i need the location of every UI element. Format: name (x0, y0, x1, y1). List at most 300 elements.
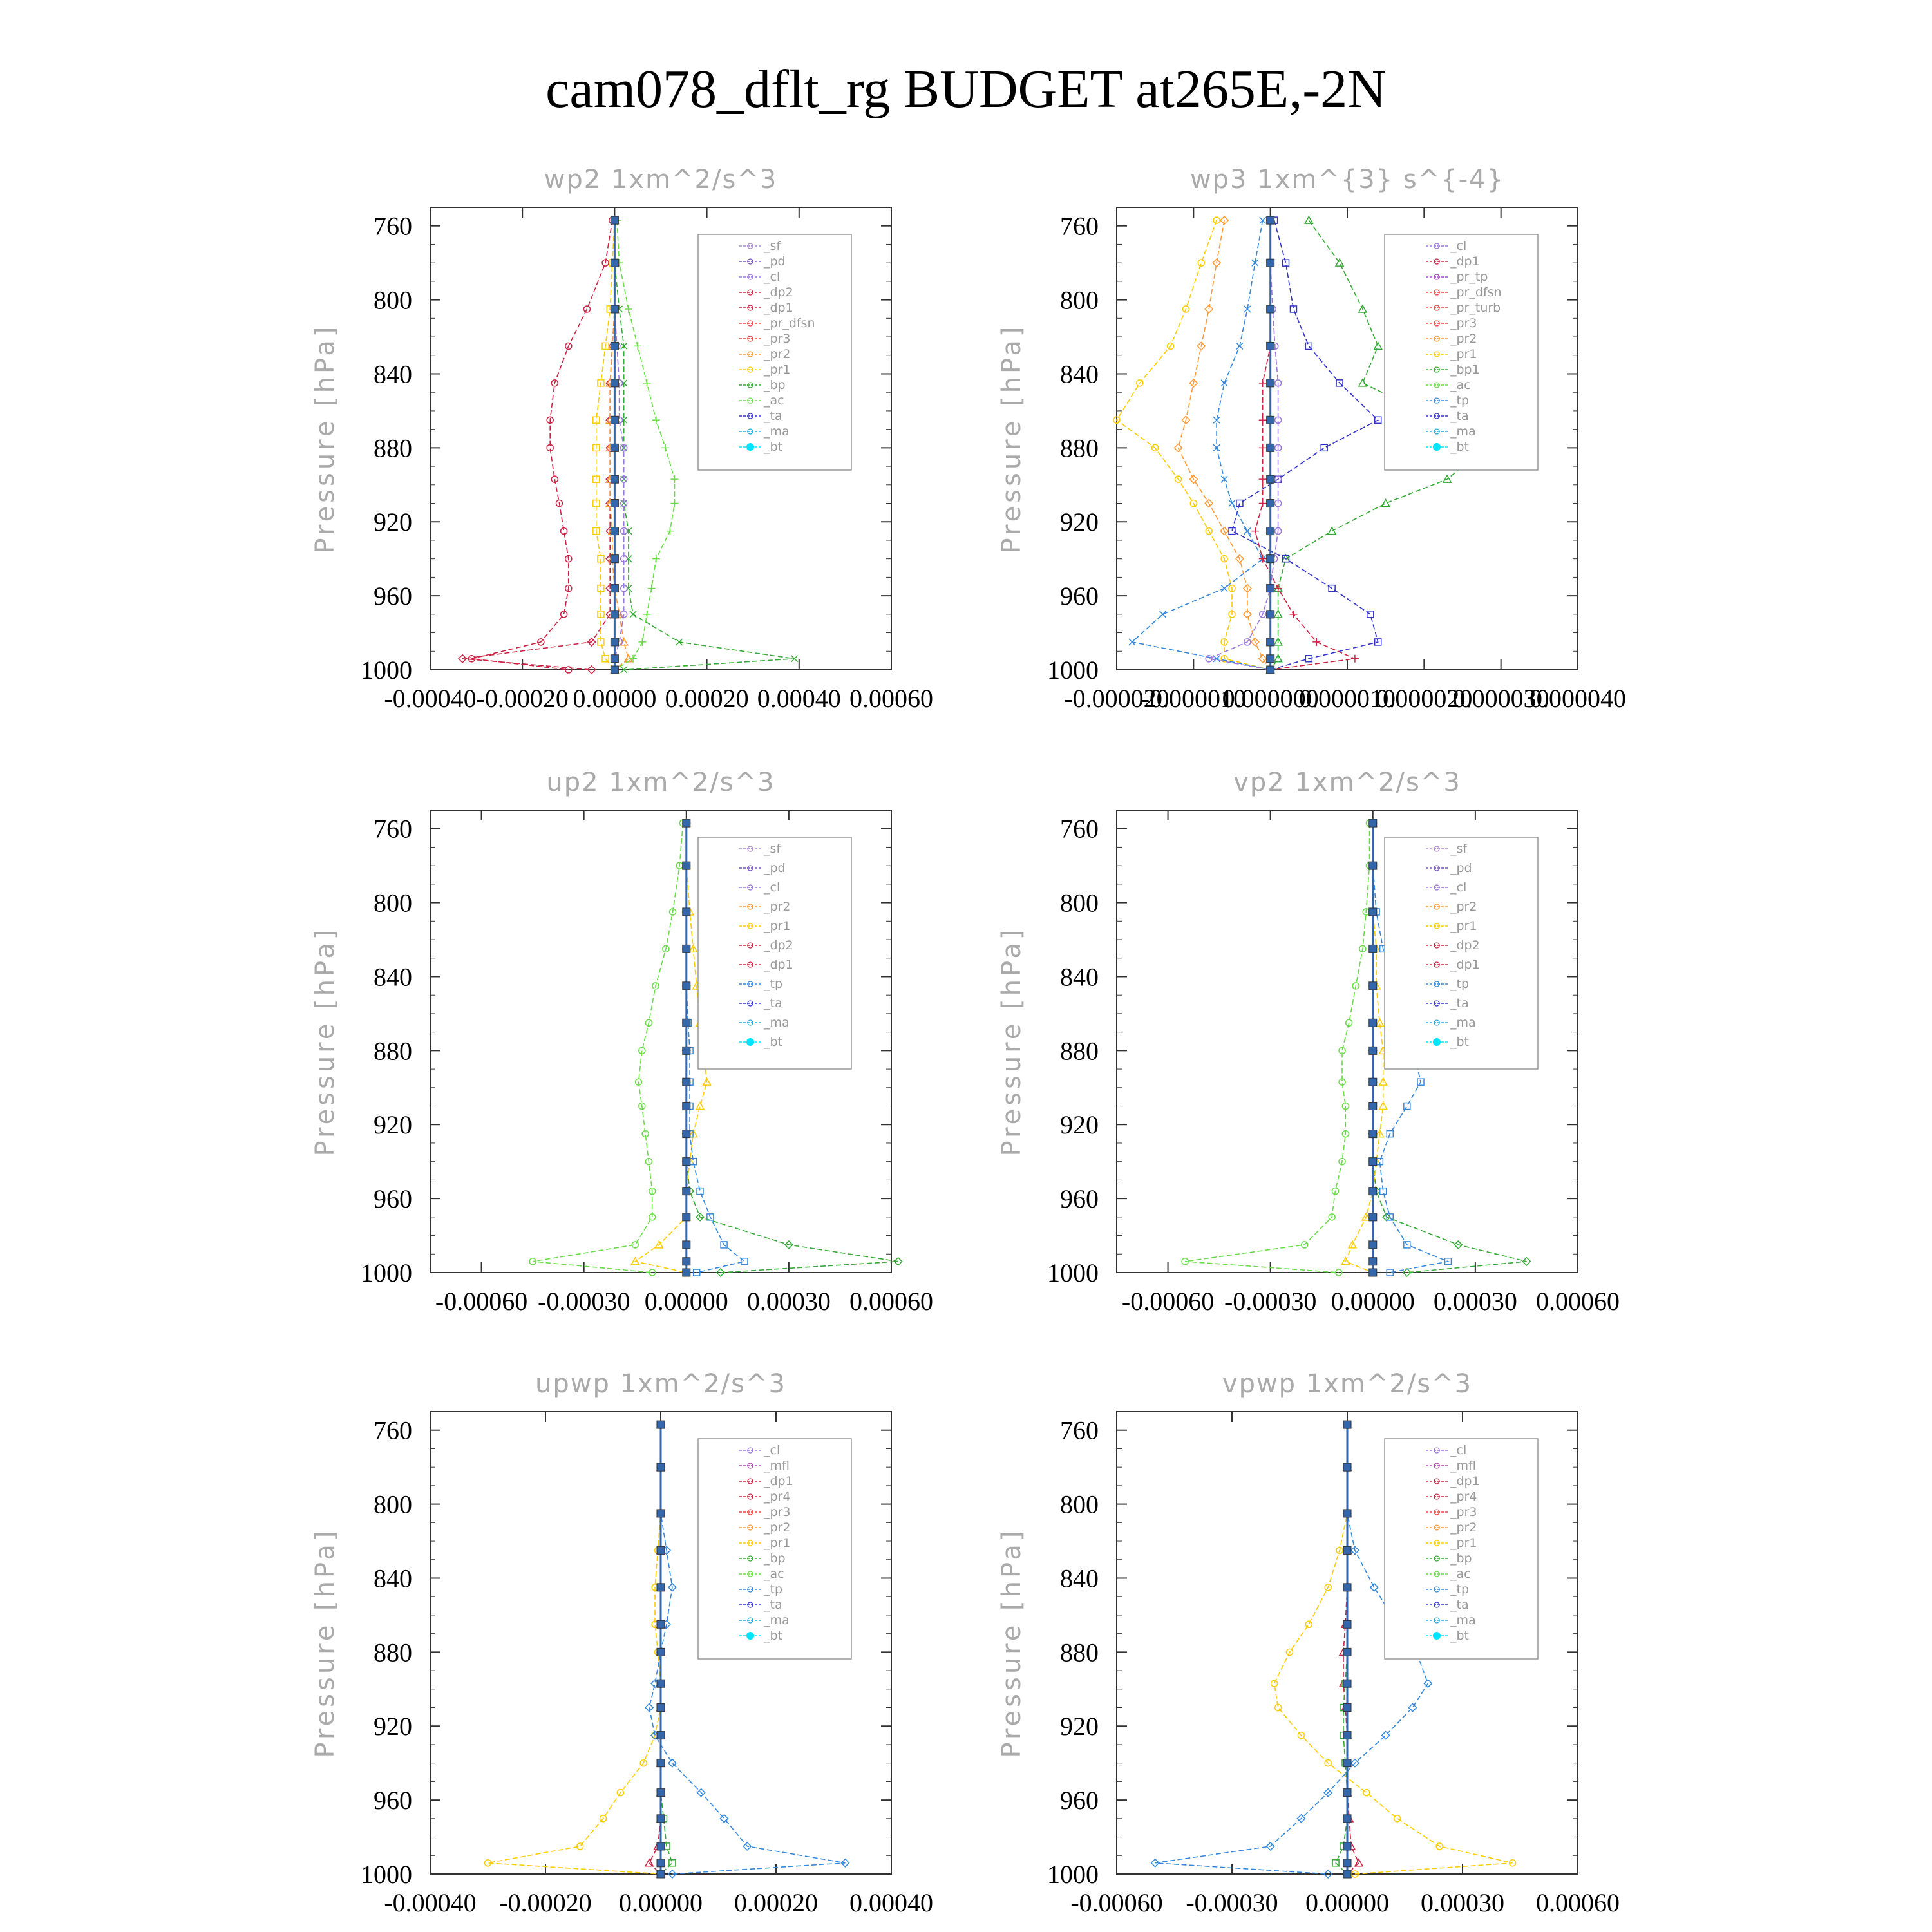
legend-label: _ta (764, 409, 782, 423)
legend-label: _ta (1450, 409, 1469, 423)
legend-label: _bt (764, 1629, 783, 1643)
data-point-pr1 (1213, 217, 1220, 223)
panel-title: wp2 1xm^2/s^3 (544, 165, 778, 194)
data-point-ac (638, 638, 646, 646)
legend-label: _pr3 (764, 1505, 791, 1519)
data-point-pr1 (1363, 1790, 1370, 1796)
legend-label: _tp (764, 977, 783, 991)
legend-label: _tp (1450, 977, 1470, 991)
data-point-ac (652, 416, 660, 424)
y-axis-label: Pressure [hPa] (310, 323, 340, 554)
data-point-bt (1369, 862, 1377, 869)
data-point-bt (657, 1680, 665, 1687)
legend-label: _ta (1450, 996, 1469, 1010)
y-tick-label: 760 (1060, 814, 1099, 844)
data-point-bt (1267, 500, 1274, 507)
data-point-bt (1343, 1620, 1351, 1628)
data-point-tp (1370, 1584, 1378, 1591)
y-tick-label: 960 (374, 1786, 412, 1815)
y-axis-label: Pressure [hPa] (997, 926, 1027, 1157)
legend-marker (746, 1632, 754, 1640)
y-tick-label: 920 (1060, 1712, 1099, 1741)
legend-label: _bp (764, 378, 786, 392)
data-point-bt (611, 655, 618, 663)
x-tick-label: -0.00030 (1186, 1888, 1278, 1917)
figure-title: cam078_dflt_rg BUDGET at265E,-2N (545, 59, 1387, 119)
legend-label: _sf (1450, 842, 1468, 856)
legend-label: _ma (1450, 1613, 1476, 1627)
x-tick-label: 0.00000 (1331, 1287, 1415, 1316)
x-tick-label: -0.00040 (384, 1888, 477, 1917)
data-point-bt (683, 1269, 690, 1276)
legend-label: _bp1 (1450, 363, 1480, 377)
legend-label: _ac (1450, 1567, 1471, 1581)
data-point-bt (1343, 1704, 1351, 1712)
x-tick-label: -0.000020 (1064, 684, 1170, 713)
y-tick-label: 880 (1060, 1638, 1099, 1667)
data-point-tp (1160, 611, 1166, 618)
data-point-tp (1229, 500, 1235, 507)
y-tick-label: 840 (1060, 359, 1099, 389)
data-point-bt (1343, 1510, 1351, 1517)
legend-label: _pr3 (1450, 1505, 1477, 1519)
data-point-bt (1267, 305, 1274, 313)
data-point-bt (683, 1213, 690, 1221)
data-point-ta (1229, 528, 1235, 535)
x-tick-label: 0.000010 (1299, 684, 1396, 713)
data-point-ac (670, 500, 678, 507)
y-tick-label: 800 (374, 888, 412, 918)
y-axis-label: Pressure [hPa] (310, 1528, 340, 1758)
legend-label: _dp1 (1450, 958, 1480, 972)
data-point-bt (611, 638, 618, 646)
data-point-ac (666, 527, 674, 535)
x-tick-label: 0.000020 (1376, 684, 1473, 713)
y-tick-label: 920 (374, 1110, 412, 1140)
y-tick-label: 760 (374, 814, 412, 844)
data-point-ta (1321, 444, 1327, 451)
data-point-bt (1343, 1463, 1351, 1471)
data-point-bt (657, 1546, 665, 1554)
legend-label: _pr4 (1450, 1490, 1477, 1504)
data-point-bt (657, 1421, 665, 1428)
data-point-dp1 (1259, 500, 1267, 507)
y-tick-label: 920 (374, 507, 412, 537)
data-point-bt (1267, 555, 1274, 563)
data-point-bt (1267, 416, 1274, 424)
y-tick-label: 1000 (1047, 1860, 1099, 1889)
data-point-bt (683, 1258, 690, 1265)
legend-label: _bt (1450, 440, 1470, 454)
legend-marker (1433, 1632, 1441, 1640)
data-point-bp1 (1359, 379, 1367, 386)
data-point-dp1 (1259, 416, 1267, 424)
panel-1 (310, 165, 933, 713)
data-point-bt (1267, 216, 1274, 224)
legend-label: _ac (1450, 378, 1471, 392)
data-point-pr2 (1259, 655, 1267, 663)
data-point-bt (611, 305, 618, 313)
data-point-bt (1369, 908, 1377, 916)
data-point-bt (1343, 1421, 1351, 1428)
legend-label: _pr2 (764, 900, 791, 914)
data-point-bt (1343, 1584, 1351, 1591)
legend-label: _ta (764, 1598, 782, 1612)
legend-label: _pr2 (1450, 900, 1477, 914)
data-point-bt (611, 416, 618, 424)
data-point-bt (683, 1130, 690, 1138)
legend-label: _pr2 (1450, 332, 1477, 346)
y-axis-label: Pressure [hPa] (997, 1528, 1027, 1758)
x-tick-label: 0.00000 (573, 684, 657, 713)
legend-label: _pr_dfsn (764, 316, 815, 330)
y-tick-label: 840 (374, 359, 412, 389)
legend-label: _sf (764, 239, 781, 253)
y-tick-label: 920 (1060, 1110, 1099, 1140)
data-point-bt (683, 1103, 690, 1110)
data-point-bt (611, 527, 618, 535)
y-tick-label: 800 (1060, 285, 1099, 315)
legend-label: _cl (764, 880, 781, 895)
data-point-bt (683, 1241, 690, 1249)
legend-label: _ac (764, 1567, 784, 1581)
data-point-bt (611, 585, 618, 592)
legend-label: _pr1 (1450, 1536, 1477, 1550)
y-tick-label: 1000 (361, 1860, 412, 1889)
data-point-bt (611, 259, 618, 267)
data-point-bt (683, 1019, 690, 1027)
legend-label: _pr1 (764, 919, 791, 933)
x-tick-label: -0.000010 (1141, 684, 1246, 713)
panel-2 (997, 165, 1626, 713)
data-point-bt (1343, 1789, 1351, 1797)
data-point-bt (1369, 1078, 1377, 1086)
x-tick-label: 0.00030 (746, 1287, 831, 1316)
data-point-ta (1283, 260, 1289, 266)
legend-label: _pr1 (1450, 919, 1477, 933)
y-tick-label: 840 (374, 962, 412, 992)
data-point-pr1 (1394, 1815, 1401, 1822)
data-point-bt (1267, 444, 1274, 451)
legend-label: _bp (764, 1551, 786, 1566)
data-point-bt (657, 1759, 665, 1767)
data-point-ac (625, 305, 632, 313)
legend-marker (746, 443, 754, 451)
legend-label: _cl (1450, 239, 1467, 253)
x-tick-label: -0.00020 (476, 684, 569, 713)
data-point-bt (1267, 527, 1274, 535)
data-point-bt (657, 1463, 665, 1471)
x-tick-label: 0.00000 (1305, 1888, 1389, 1917)
legend-label: _ma (1450, 1016, 1476, 1030)
data-point-bt (1369, 1269, 1377, 1276)
panel-title: vp2 1xm^2/s^3 (1233, 768, 1461, 797)
data-point-bt (611, 444, 618, 451)
legend-label: _pr4 (764, 1490, 791, 1504)
legend-label: _ta (1450, 1598, 1469, 1612)
data-point-bt (611, 666, 618, 674)
data-point-bt (1267, 655, 1274, 663)
data-point-ac (661, 444, 669, 451)
data-point-bt (1343, 1732, 1351, 1739)
data-point-bt (683, 1158, 690, 1166)
data-point-bt (657, 1584, 665, 1591)
data-point-bt (1343, 1859, 1351, 1867)
data-point-bt (1267, 666, 1274, 674)
data-point-bt (683, 945, 690, 952)
data-point-bt (1369, 982, 1377, 990)
legend-label: _pr_tp (1450, 270, 1488, 284)
y-tick-label: 880 (374, 433, 412, 463)
data-point-bt (1267, 638, 1274, 646)
data-point-bt (683, 1078, 690, 1086)
legend-label: _pr3 (764, 332, 791, 346)
data-point-bt (611, 500, 618, 507)
x-tick-label: 0.000040 (1530, 684, 1626, 713)
data-point-bt (1343, 1759, 1351, 1767)
legend-label: _pr2 (764, 1520, 791, 1535)
data-point-bt (1369, 1046, 1377, 1054)
data-point-bt (1343, 1680, 1351, 1687)
panel-title: vpwp 1xm^2/s^3 (1222, 1369, 1473, 1399)
data-point-bt (657, 1815, 665, 1823)
y-axis-label: Pressure [hPa] (997, 323, 1027, 554)
x-tick-label: 0.00060 (849, 684, 933, 713)
x-tick-label: 0.00000 (644, 1287, 728, 1316)
y-tick-label: 1000 (361, 656, 412, 685)
data-point-bt (1267, 342, 1274, 350)
x-tick-label: -0.00020 (499, 1888, 592, 1917)
legend-label: _tp (764, 1582, 783, 1596)
x-tick-label: 0.000030 (1452, 684, 1549, 713)
y-tick-label: 960 (1060, 1184, 1099, 1214)
data-point-ac (670, 475, 678, 483)
data-point-bt (1369, 945, 1377, 952)
legend-label: _dp1 (764, 1474, 793, 1488)
series-line-ta (1232, 220, 1378, 670)
legend-label: _ma (764, 1613, 790, 1627)
x-tick-label: 0.00000 (619, 1888, 703, 1917)
legend-marker (1433, 1038, 1441, 1046)
data-point-bt (657, 1870, 665, 1878)
y-tick-label: 800 (1060, 888, 1099, 918)
data-point-dp1 (1259, 379, 1267, 387)
x-tick-label: -0.00060 (435, 1287, 528, 1316)
data-point-ac (643, 379, 651, 387)
data-point-tp (1244, 528, 1251, 535)
legend-label: _dp1 (1450, 254, 1480, 269)
x-tick-label: 0.00020 (734, 1888, 818, 1917)
y-tick-label: 960 (374, 582, 412, 611)
legend-label: _bt (1450, 1035, 1470, 1049)
legend-label: _dp1 (764, 301, 793, 315)
x-tick-label: 0.00030 (1433, 1287, 1517, 1316)
y-tick-label: 920 (374, 1712, 412, 1741)
data-point-ac (643, 611, 651, 618)
x-tick-label: -0.00040 (384, 684, 477, 713)
legend-label: _tp (1450, 393, 1470, 408)
data-point-bt (657, 1704, 665, 1712)
data-point-bp (630, 611, 636, 618)
series-line-pr1 (635, 823, 706, 1273)
data-point-bt (1369, 1158, 1377, 1166)
data-point-bt (1343, 1815, 1351, 1823)
legend-label: _pd (764, 254, 786, 269)
legend-label: _pr1 (1450, 347, 1477, 361)
data-point-bt (1369, 1188, 1377, 1195)
data-point-bt (1267, 259, 1274, 267)
data-point-dp1 (1259, 444, 1267, 451)
y-tick-label: 1000 (1047, 656, 1099, 685)
data-point-bt (1343, 1648, 1351, 1656)
data-point-bt (1369, 1213, 1377, 1221)
y-tick-label: 800 (1060, 1490, 1099, 1519)
x-tick-label: 0.00060 (1536, 1888, 1620, 1917)
y-tick-label: 760 (374, 1416, 412, 1445)
series-line-pr1 (488, 1425, 661, 1874)
panel-5 (310, 1369, 933, 1917)
data-point-ac (648, 585, 656, 592)
legend-label: _ma (764, 1016, 790, 1030)
data-point-bp1 (1305, 216, 1312, 223)
legend-label: _dp2 (764, 285, 793, 299)
y-tick-label: 880 (374, 1638, 412, 1667)
data-point-pr1 (1305, 1621, 1312, 1627)
legend-label: _sf (764, 842, 781, 856)
data-point-dp1 (1259, 475, 1267, 483)
data-point-bt (1369, 1130, 1377, 1138)
legend-marker (746, 1038, 754, 1046)
legend-label: _cl (764, 1443, 781, 1457)
data-point-bt (657, 1510, 665, 1517)
data-point-bt (611, 216, 618, 224)
legend-label: _pr2 (764, 347, 791, 361)
data-point-tp (1404, 1103, 1410, 1110)
data-point-bt (611, 379, 618, 387)
legend-label: _bt (764, 440, 783, 454)
data-point-bt (1369, 1241, 1377, 1249)
legend-label: _ma (764, 424, 790, 439)
data-point-bt (657, 1620, 665, 1628)
legend-label: _dp1 (1450, 1474, 1480, 1488)
x-tick-label: 0.00020 (665, 684, 749, 713)
data-point-bp1 (1382, 500, 1390, 507)
data-point-bt (683, 862, 690, 869)
legend-label: _pd (764, 861, 786, 875)
series-line-dp1 (533, 823, 683, 1273)
data-point-tp (1221, 476, 1227, 482)
legend-label: _ta (764, 996, 782, 1010)
data-point-dp1 (1251, 527, 1259, 535)
panel-3 (310, 768, 933, 1316)
y-axis-label: Pressure [hPa] (310, 926, 340, 1157)
data-point-bt (1267, 475, 1274, 483)
data-point-bt (657, 1648, 665, 1656)
data-point-bt (683, 1188, 690, 1195)
legend-label: _pr1 (764, 1536, 791, 1550)
y-tick-label: 1000 (1047, 1258, 1099, 1287)
legend-marker (1433, 443, 1441, 451)
panel-title: up2 1xm^2/s^3 (546, 768, 775, 797)
x-tick-label: -0.00060 (1121, 1287, 1215, 1316)
legend-label: _cl (1450, 880, 1467, 895)
legend-label: _mfl (1450, 1459, 1476, 1473)
data-point-bt (1369, 819, 1377, 827)
y-tick-label: 800 (374, 285, 412, 315)
data-point-bt (683, 819, 690, 827)
legend-label: _bt (764, 1035, 783, 1049)
panel-4 (997, 768, 1620, 1316)
x-tick-label: 0.00060 (1536, 1287, 1620, 1316)
data-point-dp1 (1289, 611, 1297, 618)
legend-label: _pr_turb (1450, 301, 1501, 315)
y-tick-label: 960 (374, 1184, 412, 1214)
data-point-ac (634, 342, 641, 350)
x-tick-label: -0.00030 (538, 1287, 630, 1316)
data-point-ac (629, 655, 637, 663)
legend-label: _ma (1450, 424, 1476, 439)
series-line-pr1 (1345, 823, 1383, 1273)
legend-label: _bp (1450, 1551, 1472, 1566)
data-point-bt (611, 475, 618, 483)
legend-label: _tp (1450, 1582, 1470, 1596)
data-point-ac (652, 555, 660, 563)
data-point-dp1 (1274, 585, 1282, 592)
data-point-bt (683, 982, 690, 990)
legend-label: _pd (1450, 861, 1472, 875)
series-line-dp2 (462, 220, 614, 670)
legend-label: _cl (764, 270, 781, 284)
legend-label: _dp2 (1450, 938, 1480, 952)
y-tick-label: 840 (1060, 1564, 1099, 1593)
data-point-bt (1343, 1546, 1351, 1554)
series-line-pr2 (1179, 220, 1271, 670)
legend-label: _pr_dfsn (1450, 285, 1502, 299)
x-tick-label: -0.00030 (1224, 1287, 1317, 1316)
data-point-bt (1369, 1103, 1377, 1110)
panel-6 (997, 1369, 1620, 1917)
y-tick-label: 880 (374, 1036, 412, 1066)
data-point-pr1 (1271, 1680, 1278, 1687)
data-point-bp1 (1336, 259, 1343, 266)
legend-label: _dp1 (764, 958, 793, 972)
data-point-bt (1369, 1019, 1377, 1027)
y-tick-label: 1000 (361, 1258, 412, 1287)
legend-label: _cl (1450, 1443, 1467, 1457)
data-point-bt (1343, 1842, 1351, 1850)
y-tick-label: 840 (1060, 962, 1099, 992)
data-point-bt (611, 342, 618, 350)
data-point-bt (683, 1046, 690, 1054)
data-point-ta (1236, 500, 1243, 507)
legend-label: _pr3 (1450, 316, 1477, 330)
x-tick-label: 0.00040 (757, 684, 841, 713)
y-tick-label: 960 (1060, 1786, 1099, 1815)
data-point-bt (1267, 585, 1274, 592)
y-tick-label: 760 (1060, 1416, 1099, 1445)
y-tick-label: 800 (374, 1490, 412, 1519)
x-tick-label: 0.00060 (849, 1287, 933, 1316)
data-point-bt (683, 908, 690, 916)
data-point-bt (657, 1842, 665, 1850)
data-point-bt (611, 555, 618, 563)
legend-label: _pr2 (1450, 1520, 1477, 1535)
data-point-tp (1221, 585, 1227, 592)
legend-label: _ac (764, 393, 784, 408)
x-tick-label: 0.000000 (1222, 684, 1319, 713)
data-point-bt (1343, 1870, 1351, 1878)
data-point-bt (1267, 611, 1274, 618)
